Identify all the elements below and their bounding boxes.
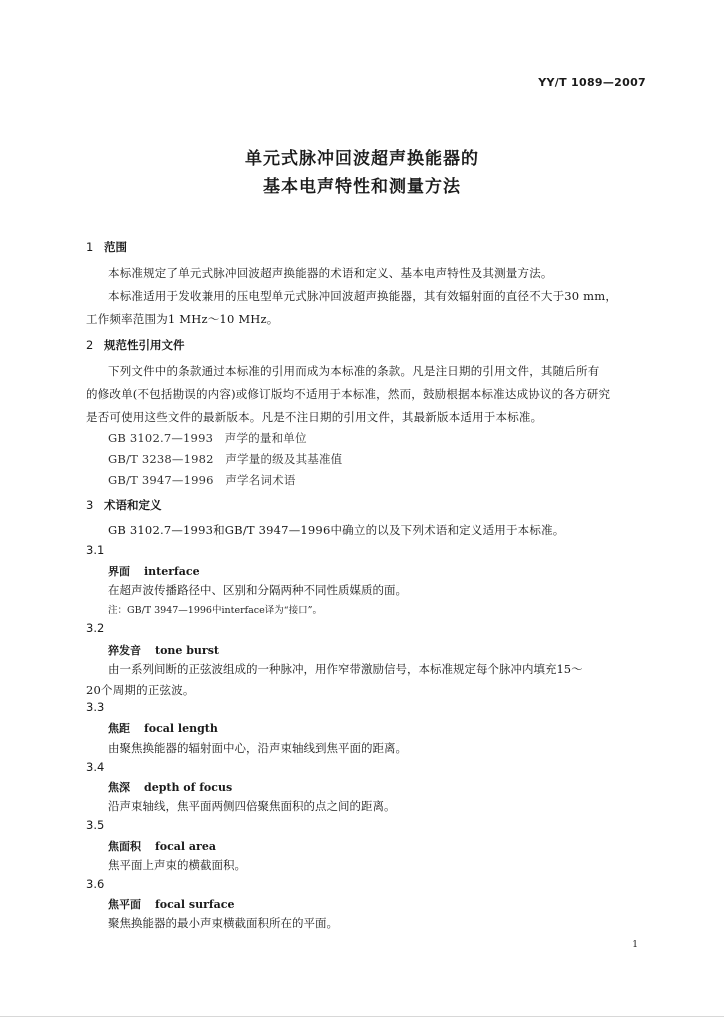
- paragraph: 工作频率范围为1 MHz～10 MHz。: [86, 312, 279, 326]
- clause-number: 3.6: [86, 877, 105, 891]
- term-en: interface: [144, 565, 200, 578]
- term-zh: 焦面积: [108, 840, 141, 853]
- clause-number: 3.4: [86, 760, 105, 774]
- clause-number: 3.3: [86, 700, 105, 714]
- term-definition-continued: 20个周期的正弦波。: [86, 683, 195, 697]
- section-heading-scope: [86, 239, 127, 255]
- term-entry: [108, 563, 200, 579]
- section-number: 3: [86, 498, 94, 512]
- paragraph: 本标准适用于发收兼用的压电型单元式脉冲回波超声换能器，其有效辐射面的直径不大于30 mm，: [108, 289, 618, 303]
- reference-item: GB/T 3238—1982 声学量的级及其基准值: [108, 452, 343, 466]
- section-title: 范围: [104, 240, 127, 254]
- term-zh: 界面: [108, 565, 130, 578]
- term-zh: 焦深: [108, 781, 130, 794]
- section-number: 1: [86, 240, 94, 254]
- section-title: 术语和定义: [104, 498, 162, 512]
- term-definition: 由聚焦换能器的辐射面中心，沿声束轴线到焦平面的距离。: [108, 741, 407, 755]
- section-number: 2: [86, 338, 94, 352]
- term-en: focal length: [144, 722, 218, 735]
- standard-number: YY/T 1089—2007: [538, 76, 646, 89]
- clause-number: 3.1: [86, 543, 105, 557]
- reference-item: GB/T 3947—1996 声学名词术语: [108, 473, 296, 487]
- term-zh: 焦距: [108, 722, 130, 735]
- paragraph: 的修改单(不包括勘误的内容)或修订版均不适用于本标准，然而，鼓励根据本标准达成协议的各方研究: [86, 387, 611, 401]
- paragraph: 是否可使用这些文件的最新版本。凡是不注日期的引用文件，其最新版本适用于本标准。: [86, 410, 543, 424]
- page-number: 1: [632, 940, 638, 950]
- document-title-line1: 单元式脉冲回波超声换能器的: [245, 149, 479, 169]
- term-definition: 沿声束轴线，焦平面两侧四倍聚焦面积的点之间的距离。: [108, 799, 396, 813]
- term-entry: [108, 896, 234, 912]
- section-heading-terms: [86, 497, 162, 513]
- section-heading-normative: [86, 337, 185, 353]
- clause-number: 3.5: [86, 818, 105, 832]
- scan-edge-divider: [0, 1016, 724, 1017]
- term-en: focal area: [155, 840, 216, 853]
- term-definition: 在超声波传播路径中、区别和分隔两种不同性质媒质的面。: [108, 583, 407, 597]
- clause-number: 3.2: [86, 621, 105, 635]
- term-en: depth of focus: [144, 781, 233, 794]
- paragraph: 本标准规定了单元式脉冲回波超声换能器的术语和定义、基本电声特性及其测量方法。: [108, 266, 553, 280]
- paragraph: GB 3102.7—1993和GB/T 3947—1996中确立的以及下列术语和定义适用于本标准。: [108, 523, 565, 537]
- document-title-line2: 基本电声特性和测量方法: [263, 177, 461, 197]
- term-definition: 焦平面上声束的横截面积。: [108, 858, 246, 872]
- section-title: 规范性引用文件: [104, 338, 185, 352]
- term-en: tone burst: [155, 644, 220, 657]
- paragraph: 下列文件中的条款通过本标准的引用而成为本标准的条款。凡是注日期的引用文件，其随后所有: [108, 364, 600, 378]
- term-definition: 由一系列间断的正弦波组成的一种脉冲，用作窄带激励信号，本标准规定每个脉冲内填充15～: [108, 662, 583, 676]
- term-note: 注：GB/T 3947—1996中interface译为“接口”。: [108, 605, 322, 616]
- term-en: focal surface: [155, 898, 235, 911]
- term-definition: 聚焦换能器的最小声束横截面积所在的平面。: [108, 916, 338, 930]
- term-zh: 猝发音: [108, 644, 141, 657]
- term-zh: 焦平面: [108, 898, 141, 911]
- term-entry: [108, 838, 216, 854]
- term-entry: [108, 779, 232, 795]
- term-entry: [108, 642, 219, 658]
- term-entry: [108, 720, 218, 736]
- reference-item: GB 3102.7—1993 声学的量和单位: [108, 431, 307, 445]
